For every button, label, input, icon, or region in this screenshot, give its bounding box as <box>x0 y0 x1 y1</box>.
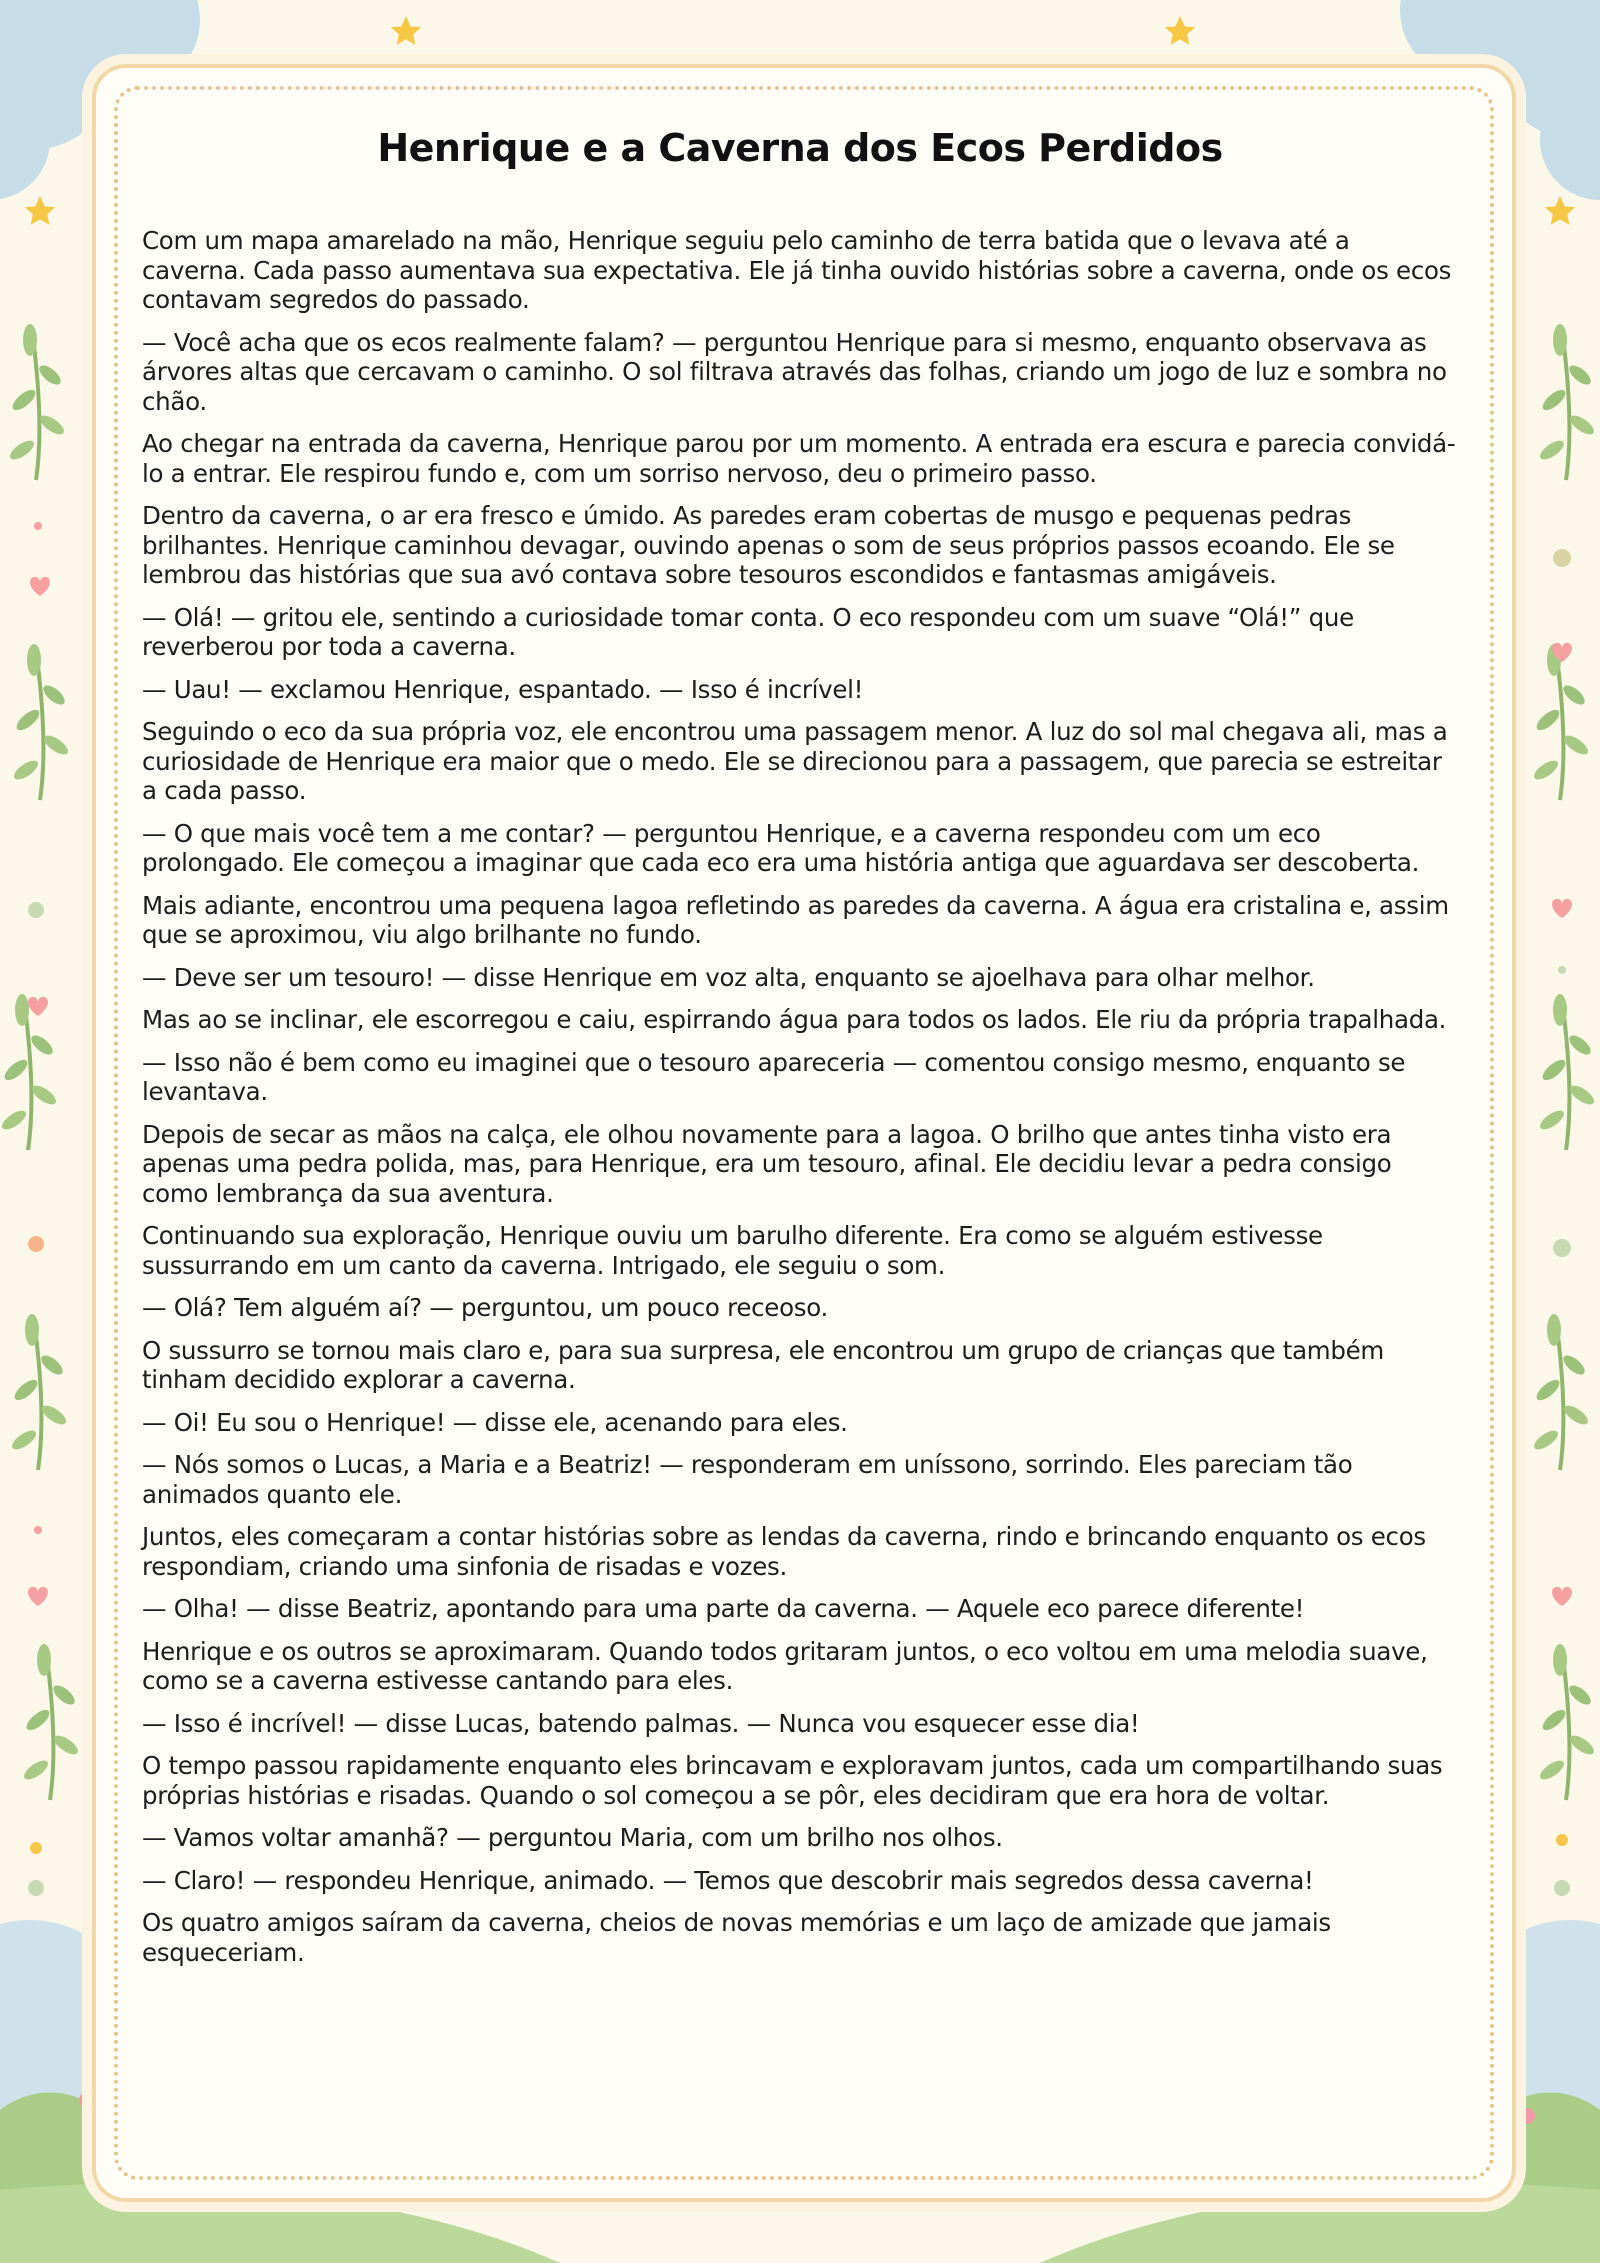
heart-icon <box>28 1587 48 1606</box>
leaf-sprig-icon <box>7 324 67 480</box>
story-paragraph: — Deve ser um tesouro! — disse Henrique em voz alta, enquanto se ajoelhava para olhar melhor. <box>142 962 1315 992</box>
story-paragraph: Com um mapa amarelado na mão, Henrique seguiu pelo caminho de terra batida que o levava até a caverna. Cada passo aumentava sua expectativa. Ele já tinha ouvido histórias sobre a caverna, onde os ecos contavam segredos do passado. <box>142 226 1452 314</box>
leaf-sprig-icon <box>9 1314 69 1470</box>
story-paragraph: — Nós somos o Lucas, a Maria e a Beatriz! — responderam em uníssono, sorrindo. Eles pareciam tão animados quanto ele. <box>142 1450 1353 1509</box>
story-paragraph: — Claro! — respondeu Henrique, animado. — Temos que descobrir mais segredos dessa caverna! <box>142 1865 1314 1895</box>
story-paragraph: Os quatro amigos saíram da caverna, cheios de novas memórias e um laço de amizade que jamais esqueceriam. <box>142 1908 1331 1967</box>
leaf-sprig-icon <box>1531 644 1591 800</box>
leaf-sprig-icon <box>0 994 59 1150</box>
story-paragraph: — O que mais você tem a me contar? — perguntou Henrique, e a caverna respondeu com um eco prolongado. Ele começou a imaginar que cada eco era uma história antiga que aguardava ser descoberta. <box>142 818 1420 877</box>
story-paragraph: Henrique e os outros se aproximaram. Quando todos gritaram juntos, o eco voltou em uma melodia suave, como se a caverna estivesse cantando para eles. <box>142 1636 1428 1695</box>
story-paragraph: O tempo passou rapidamente enquanto eles brincavam e exploravam juntos, cada um compartilhando suas próprias histórias e risadas. Quando o sol começou a se pôr, eles decidiram que era hora de voltar. <box>142 1751 1443 1810</box>
story-paragraph: Ao chegar na entrada da caverna, Henrique parou por um momento. A entrada era escura e parecia convidá-lo a entrar. Ele respirou fundo e, com um sorriso nervoso, deu o primeiro passo. <box>142 429 1456 488</box>
leaf-sprig-icon <box>1531 1314 1591 1470</box>
leaf-sprig-icon <box>1537 994 1597 1150</box>
story-paragraph: — Isso não é bem como eu imaginei que o tesouro apareceria — comentou consigo mesmo, enquanto se levantava. <box>142 1047 1406 1106</box>
leaf-sprig-icon <box>1537 324 1597 480</box>
story-paragraph: Dentro da caverna, o ar era fresco e úmido. As paredes eram cobertas de musgo e pequenas pedras brilhantes. Henrique caminhou devagar, ouvindo apenas o som de seus próprios passos ecoando. Ele se lembrou das histórias que sua avó contava sobre tesouros escondidos e fantasmas amigáveis. <box>142 501 1395 589</box>
story-paragraph: Depois de secar as mãos na calça, ele olhou novamente para a lagoa. O brilho que antes tinha visto era apenas uma pedra polida, mas, para Henrique, era um tesouro, afinal. Ele decidiu levar a pedra consigo como lembrança da sua aventura. <box>142 1119 1392 1208</box>
story-paragraph: — Vamos voltar amanhã? — perguntou Maria, com um brilho nos olhos. <box>142 1823 1003 1852</box>
star-icon <box>391 16 421 45</box>
story-body <box>142 226 1458 1980</box>
story-paragraph: — Oi! Eu sou o Henrique! — disse ele, acenando para eles. <box>142 1407 848 1437</box>
story-paragraph: O sussurro se tornou mais claro e, para sua surpresa, ele encontrou um grupo de crianças que também tinham decidido explorar a caverna. <box>142 1335 1384 1394</box>
story-paragraph: Mais adiante, encontrou uma pequena lagoa refletindo as paredes da caverna. A água era cristalina e, assim que se aproximou, viu algo brilhante no fundo. <box>142 890 1449 949</box>
story-paragraph: — Isso é incrível! — disse Lucas, batendo palmas. — Nunca vou esquecer esse dia! <box>142 1708 1140 1738</box>
leaf-sprig-icon <box>1537 1644 1597 1800</box>
star-icon <box>1545 196 1575 225</box>
leaf-sprig-icon <box>11 644 71 800</box>
heart-icon <box>1552 1587 1572 1606</box>
heart-icon <box>1552 899 1572 918</box>
leaf-sprig-icon <box>21 1644 81 1800</box>
heart-icon <box>30 577 50 596</box>
story-paragraph: — Olha! — disse Beatriz, apontando para uma parte da caverna. — Aquele eco parece diferente! <box>142 1594 1305 1623</box>
story-paragraph: — Você acha que os ecos realmente falam? — perguntou Henrique para si mesmo, enquanto observava as árvores altas que cercavam o caminho. O sol filtrava através das folhas, criando um jogo de luz e sombra no chão. <box>142 327 1447 416</box>
story-paragraph: Seguindo o eco da sua própria voz, ele encontrou uma passagem menor. A luz do sol mal chegava ali, mas a curiosidade de Henrique era maior que o medo. Ele se direcionou para a passagem, que parecia se estreitar a cada passo. <box>142 717 1448 805</box>
star-icon <box>1165 16 1195 45</box>
story-title: Henrique e a Caverna dos Ecos Perdidos <box>377 126 1223 170</box>
story-paragraph: Continuando sua exploração, Henrique ouviu um barulho diferente. Era como se alguém estivesse sussurrando em um canto da caverna. Intrigado, ele seguiu o som. <box>142 1221 1323 1280</box>
story-paragraph: — Olá! — gritou ele, sentindo a curiosidade tomar conta. O eco respondeu com um suave “Olá!” que reverberou por toda a caverna. <box>142 602 1354 661</box>
story-paragraph: — Olá? Tem alguém aí? — perguntou, um pouco receoso. <box>142 1293 828 1322</box>
heart-icon <box>28 997 48 1016</box>
story-paragraph: Mas ao se inclinar, ele escorregou e caiu, espirrando água para todos os lados. Ele riu da própria trapalhada. <box>142 1005 1447 1034</box>
star-icon <box>25 196 55 225</box>
story-paragraph: — Uau! — exclamou Henrique, espantado. — Isso é incrível! <box>142 674 864 704</box>
story-paragraph: Juntos, eles começaram a contar histórias sobre as lendas da caverna, rindo e brincando enquanto os ecos respondiam, criando uma sinfonia de risadas e vozes. <box>142 1522 1426 1581</box>
